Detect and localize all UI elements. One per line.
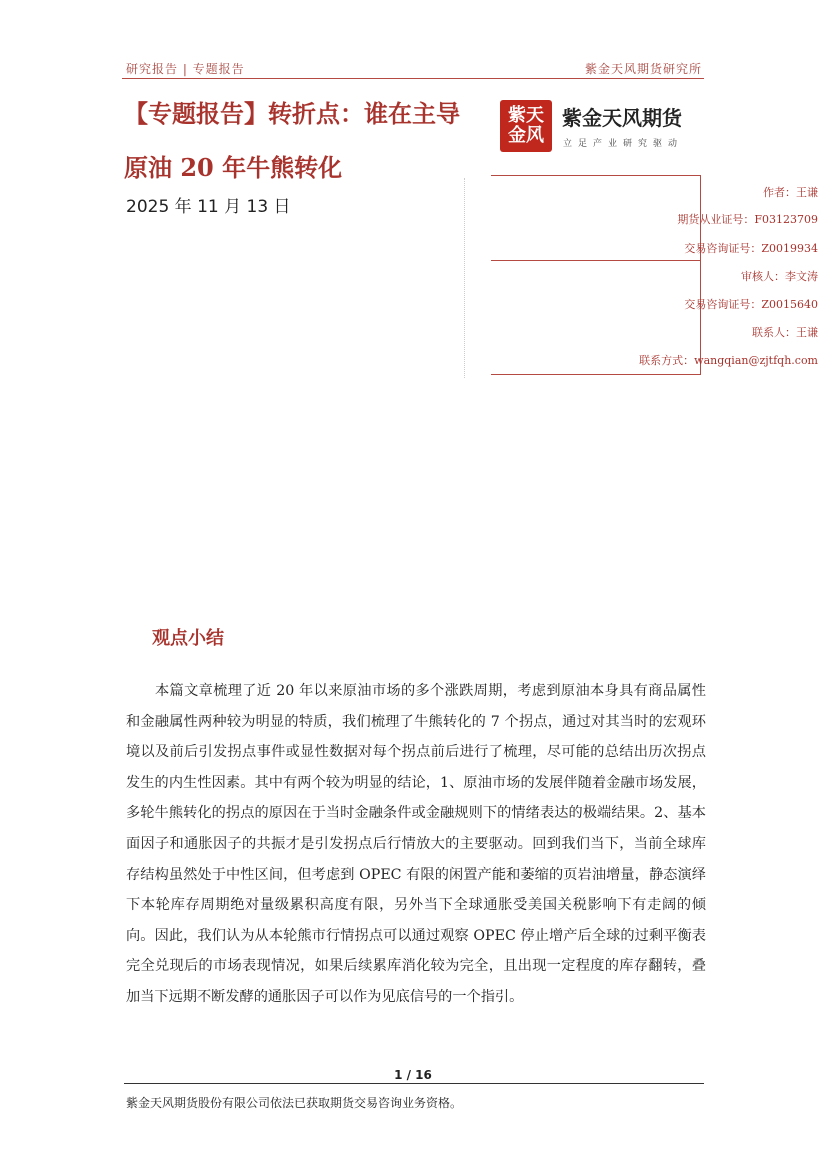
header-divider	[122, 78, 704, 79]
logo-company-name: 紫金天风期货	[562, 106, 682, 130]
page-number: 1 / 16	[394, 1068, 432, 1082]
contact-person: 联系人：王谦	[752, 326, 818, 339]
section-title: 观点小结	[152, 628, 224, 649]
header-institute: 紫金天风期货研究所	[584, 62, 702, 76]
logo-mark-top: 紫天	[508, 105, 544, 126]
company-logo	[500, 100, 700, 156]
reviewer-license: 交易咨询证号：Z0015640	[684, 298, 818, 311]
author-name: 作者：王谦	[763, 186, 818, 199]
report-title-line1: 【专题报告】转折点：谁在主导	[124, 99, 460, 128]
author-info-box	[491, 175, 701, 375]
report-date: 2025 年 11 月 13 日	[126, 197, 291, 217]
column-divider	[464, 178, 465, 378]
consult-license: 交易咨询证号：Z0019934	[684, 242, 818, 255]
header-report-type: 研究报告 | 专题报告	[126, 62, 245, 76]
reviewer-name: 审核人：李文涛	[741, 270, 818, 283]
logo-mark-bottom: 金风	[508, 125, 544, 146]
report-title-line2: 原油 20 年牛熊转化	[124, 153, 343, 182]
author-box-divider	[491, 260, 700, 261]
summary-paragraph: 本篇文章梳理了近 20 年以来原油市场的多个涨跌周期，考虑到原油本身具有商品属性和金融属性两种较为明显的特质，我们梳理了牛熊转化的 7 个拐点，通过对其当时的宏观环境以及前后引发拐点事件或显性数据对每个拐点前后进行了梳理，尽可能的总结出历次拐点发生的内生性因素。其中有两个较为明显的结论，1、原油市场的发展伴随着金融市场发展，多轮牛熊转化的拐点的原因在于当时金融条件或金融规则下的情绪表达的极端结果。2、基本面因子和通胀因子的共振才是引发拐点后行情放大的主要驱动。回到我们当下，当前全球库存结构虽然处于中性区间，但考虑到 OPEC 有限的闲置产能和萎缩的页岩油增量，静态演绎下本轮库存周期绝对量级累积高度有限，另外当下全球通胀受美国关税影响下有走阔的倾向。因此，我们认为从本轮熊市行情拐点可以通过观察 OPEC 停止增产后全球的过剩平衡表完全兑现后的市场表现情况，如果后续累库消化较为完全，且出现一定程度的库存翻转，叠加当下远期不断发酵的通胀因子可以作为见底信号的一个指引。	[126, 683, 706, 1005]
futures-license: 期货从业证号：F03123709	[677, 213, 818, 226]
contact-email[interactable]: 联系方式：wangqian@zjtfqh.com	[639, 354, 818, 367]
footer-divider	[124, 1083, 704, 1084]
footer-disclaimer: 紫金天风期货股份有限公司依法已获取期货交易咨询业务资格。	[126, 1096, 463, 1110]
logo-slogan: 立足产业研究驱动	[563, 139, 684, 149]
logo-mark-icon	[500, 100, 552, 152]
